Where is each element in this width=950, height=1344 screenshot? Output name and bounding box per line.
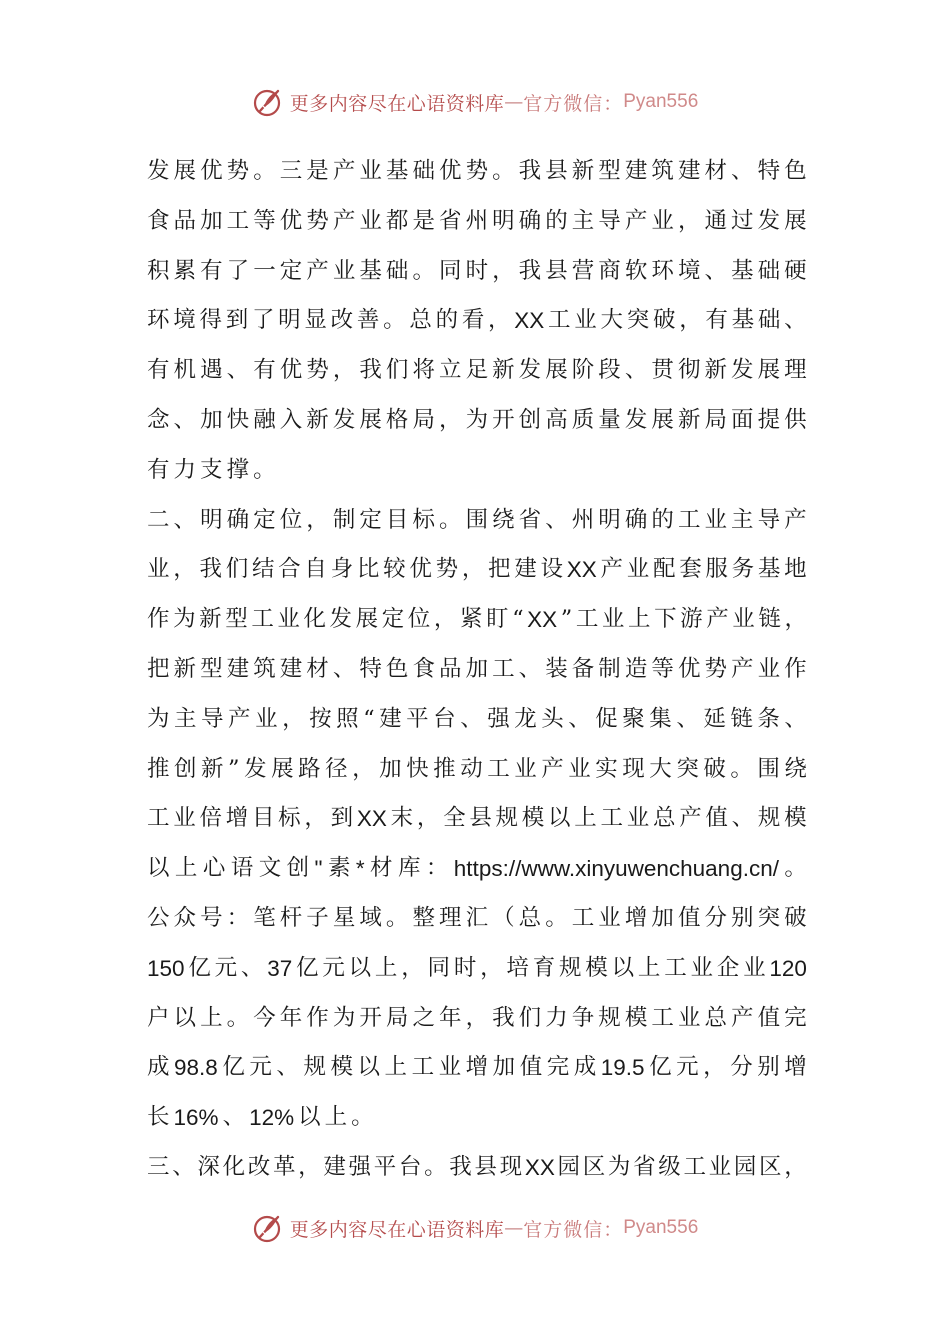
- paragraph-line: 为 主 导 产 业 ， 按 照 “ 建 平 台 、 强 龙 头 、 促 聚 集 、 延 链 条 、: [147, 705, 807, 732]
- paragraph-line: 三 、 深 化 改 革 ， 建 强 平 台 。 我 县 现 XX 园 区 为 省 级 工 业 园 区 ，: [147, 1153, 807, 1180]
- paragraph-line: 工 业 倍 增 目 标 ， 到 XX 末 ， 全 县 规 模 以 上 工 业 总 产 值 、 规 模: [147, 805, 807, 832]
- paragraph-line: 业 ， 我 们 结 合 自 身 比 较 优 势 ， 把 建 设 XX 产 业 配 套 服 务 基 地: [147, 556, 807, 583]
- paragraph-line: 把 新 型 建 筑 建 材 、 特 色 食 品 加 工 、 装 备 制 造 等 优 势 产 业 作: [147, 655, 807, 682]
- paragraph-line: 有 力 支 撑 。: [147, 456, 276, 483]
- paragraph-line: 公 众 号 ： 笔 杆 子 星 域 。 整 理 汇 （ 总 。 工 业 增 加 值 分 别 突 破: [147, 904, 807, 931]
- document-body: [147, 147, 807, 1193]
- watermark-banner-top: [0, 82, 950, 122]
- watermark-wechat-id: Pyan556: [623, 1217, 699, 1238]
- paragraph-line: 长 16% 、 12% 以 上 。: [147, 1104, 374, 1131]
- quill-logo-icon: [252, 1211, 286, 1245]
- paragraph-line: 发 展 优 势 。 三 是 产 业 基 础 优 势 。 我 县 新 型 建 筑 建 材 、 特 色: [147, 158, 807, 184]
- paragraph-line: 150 亿 元 、 37 亿 元 以 上 ， 同 时 ， 培 育 规 模 以 上 工 业 企 业 120: [147, 954, 807, 981]
- watermark-wechat-label: 官方微信：: [523, 1218, 624, 1241]
- paragraph-line: 积 累 有 了 一 定 产 业 基 础 。 同 时 ， 我 县 营 商 软 环 境 、 基 础 硬: [147, 257, 807, 284]
- paragraph-line: 有 机 遇 、 有 优 势 ， 我 们 将 立 足 新 发 展 阶 段 、 贯 彻 新 发 展 理: [147, 357, 807, 384]
- paragraph-line: 环 境 得 到 了 明 显 改 善 。 总 的 看 ， XX 工 业 大 突 破 ， 有 基 础 、: [147, 307, 807, 334]
- paragraph-line: 作 为 新 型 工 业 化 发 展 定 位 ， 紧 盯 “ XX ” 工 业 上 下 游 产 业 链 ，: [147, 606, 807, 633]
- watermark-separator: —: [504, 91, 524, 113]
- watermark-separator: —: [504, 1217, 524, 1239]
- watermark-wechat-id: Pyan556: [623, 91, 699, 112]
- paragraph-line: 推 创 新 ” 发 展 路 径 ， 加 快 推 动 工 业 产 业 实 现 大 突 破 。 围 绕: [147, 755, 807, 782]
- paragraph-line: 食 品 加 工 等 优 势 产 业 都 是 省 州 明 确 的 主 导 产 业 ， 通 过 发 展: [147, 207, 807, 234]
- watermark-wechat-label: 官方微信：: [523, 92, 624, 115]
- watermark-site-text: 更多内容尽在心语资料库: [289, 1218, 505, 1241]
- paragraph-line: 二 、 明 确 定 位 ， 制 定 目 标 。 围 绕 省 、 州 明 确 的 工 业 主 导 产: [147, 506, 807, 533]
- quill-logo-icon: [252, 85, 286, 119]
- paragraph-line: 念 、 加 快 融 入 新 发 展 格 局 ， 为 开 创 高 质 量 发 展 新 局 面 提 供: [147, 406, 807, 433]
- paragraph-line: 成 98.8 亿 元 、 规 模 以 上 工 业 增 加 值 完 成 19.5 亿 元 ， 分 别 增: [147, 1054, 807, 1081]
- watermark-site-text: 更多内容尽在心语资料库: [289, 92, 505, 115]
- paragraph-line: 以 上 心 语 文 创 " 素 * 材 库 ： https://www.xinyuwenchuang.cn/ 。: [147, 855, 807, 882]
- paragraph-line: 户 以 上 。 今 年 作 为 开 局 之 年 ， 我 们 力 争 规 模 工 业 总 产 值 完: [147, 1004, 807, 1031]
- watermark-banner-bottom: [0, 1208, 950, 1248]
